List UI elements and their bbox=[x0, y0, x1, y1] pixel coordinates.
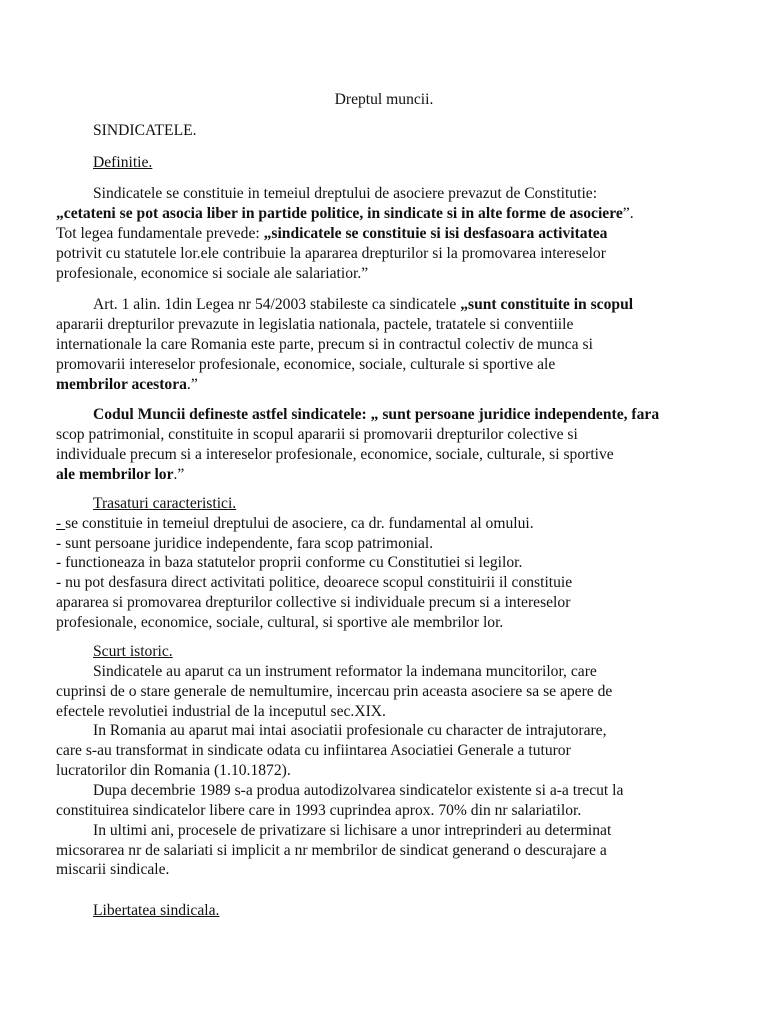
paragraph-line: In Romania au aparut mai intai asociatii profesionale cu character de intrajutorare, bbox=[93, 722, 607, 739]
paragraph-line: micsorarea nr de salariati si implicit a nr membrilor de sindicat generand o descurajare a bbox=[56, 842, 607, 859]
paragraph-line: apararii drepturilor prevazute in legislatia nationala, pactele, tratatele si conventiile bbox=[56, 316, 574, 333]
paragraph-line bbox=[56, 375, 198, 395]
text-run: Tot legea fundamentale prevede: bbox=[56, 225, 264, 242]
paragraph-line: promovarii intereselor profesionale, economice, sociale, culturale si sportive ale bbox=[56, 356, 556, 373]
paragraph-line bbox=[93, 405, 659, 425]
text-run: Art. 1 alin. 1din Legea nr 54/2003 stabileste ca sindicatele bbox=[93, 296, 461, 313]
bold-quote: Codul Muncii defineste astfel sindicatele: „ sunt persoane juridice independente, fara bbox=[93, 406, 660, 423]
paragraph-line: Sindicatele se constituie in temeiul dreptului de asociere prevazut de Constitutie: bbox=[93, 185, 598, 202]
paragraph-line bbox=[93, 295, 633, 315]
subheading-scurt-istoric: Scurt istoric. bbox=[93, 643, 173, 660]
list-item: - sunt persoane juridice independente, fara scop patrimonial. bbox=[56, 535, 434, 552]
paragraph-line: lucratorilor din Romania (1.10.1872). bbox=[56, 762, 291, 779]
paragraph-line: cuprinsi de o stare generale de nemultumire, incercau prin aceasta asociere sa se apere de bbox=[56, 683, 613, 700]
paragraph-line: care s-au transformat in sindicate odata cu infiintarea Asociatiei Generale a tuturor bbox=[56, 742, 571, 759]
page-title: Dreptul muncii. bbox=[334, 91, 434, 108]
list-item-continuation: apararea si promovarea drepturilor collective si individuale precum si a intereselor bbox=[56, 594, 571, 611]
list-item: - nu pot desfasura direct activitati politice, deoarece scopul constituirii il constituie bbox=[56, 574, 573, 591]
paragraph-line: potrivit cu statutele lor.ele contribuie la apararea drepturilor si la promovarea intereselor bbox=[56, 245, 606, 262]
paragraph-line: In ultimi ani, procesele de privatizare si lichisare a unor intreprinderi au determinat bbox=[93, 822, 612, 839]
paragraph-line: Dupa decembrie 1989 s-a produa autodizolvarea sindicatelor existente si a-a trecut la bbox=[93, 782, 624, 799]
paragraph-line: internationale la care Romania este parte, precum si in contractul colectiv de munca si bbox=[56, 336, 593, 353]
bold-quote: membrilor acestora bbox=[56, 376, 187, 393]
bold-quote: ale membrilor lor bbox=[56, 466, 174, 483]
paragraph-line bbox=[56, 224, 607, 244]
paragraph-line bbox=[56, 465, 184, 485]
paragraph-line: miscarii sindicale. bbox=[56, 861, 170, 878]
paragraph-line bbox=[56, 204, 634, 224]
list-dash: - bbox=[56, 515, 66, 532]
bold-quote: „sindicatele se constituie si isi desfasoara activitatea bbox=[263, 225, 608, 242]
quote-end: .” bbox=[173, 466, 185, 483]
section-heading-sindicatele: SINDICATELE. bbox=[93, 122, 197, 139]
quote-end: ”. bbox=[622, 205, 634, 222]
paragraph-line: scop patrimonial, constituite in scopul apararii si promovarii drepturilor colective si bbox=[56, 426, 578, 443]
list-item-continuation: profesionale, economice, sociale, cultural, si sportive ale membrilor lor. bbox=[56, 614, 504, 631]
list-item: - functioneaza in baza statutelor proprii conforme cu Constitutiei si legilor. bbox=[56, 554, 523, 571]
subheading-trasaturi: Trasaturi caracteristici. bbox=[93, 495, 237, 512]
paragraph-line: constituirea sindicatelor libere care in 1993 cuprindea aprox. 70% din nr salariatilor. bbox=[56, 802, 582, 819]
paragraph-line: individuale precum si a intereselor profesionale, economice, sociale, culturale, si sportive bbox=[56, 446, 614, 463]
list-item bbox=[56, 514, 534, 534]
bold-quote: „cetateni se pot asocia liber in partide politice, in sindicate si in alte forme de asociere bbox=[56, 205, 623, 222]
paragraph-line: efectele revolutiei industrial de la inceputul sec.XIX. bbox=[56, 703, 386, 720]
paragraph-line: profesionale, economice si sociale ale salariatior.” bbox=[56, 265, 369, 282]
quote-end: .” bbox=[186, 376, 198, 393]
subheading-libertatea-sindicala: Libertatea sindicala. bbox=[93, 902, 220, 919]
paragraph-line: Sindicatele au aparut ca un instrument reformator la indemana muncitorilor, care bbox=[93, 663, 597, 680]
list-item-text: se constituie in temeiul dreptului de asociere, ca dr. fundamental al omului. bbox=[65, 515, 534, 532]
subheading-definitie: Definitie. bbox=[93, 154, 153, 171]
bold-quote: „sunt constituite in scopul bbox=[460, 296, 634, 313]
